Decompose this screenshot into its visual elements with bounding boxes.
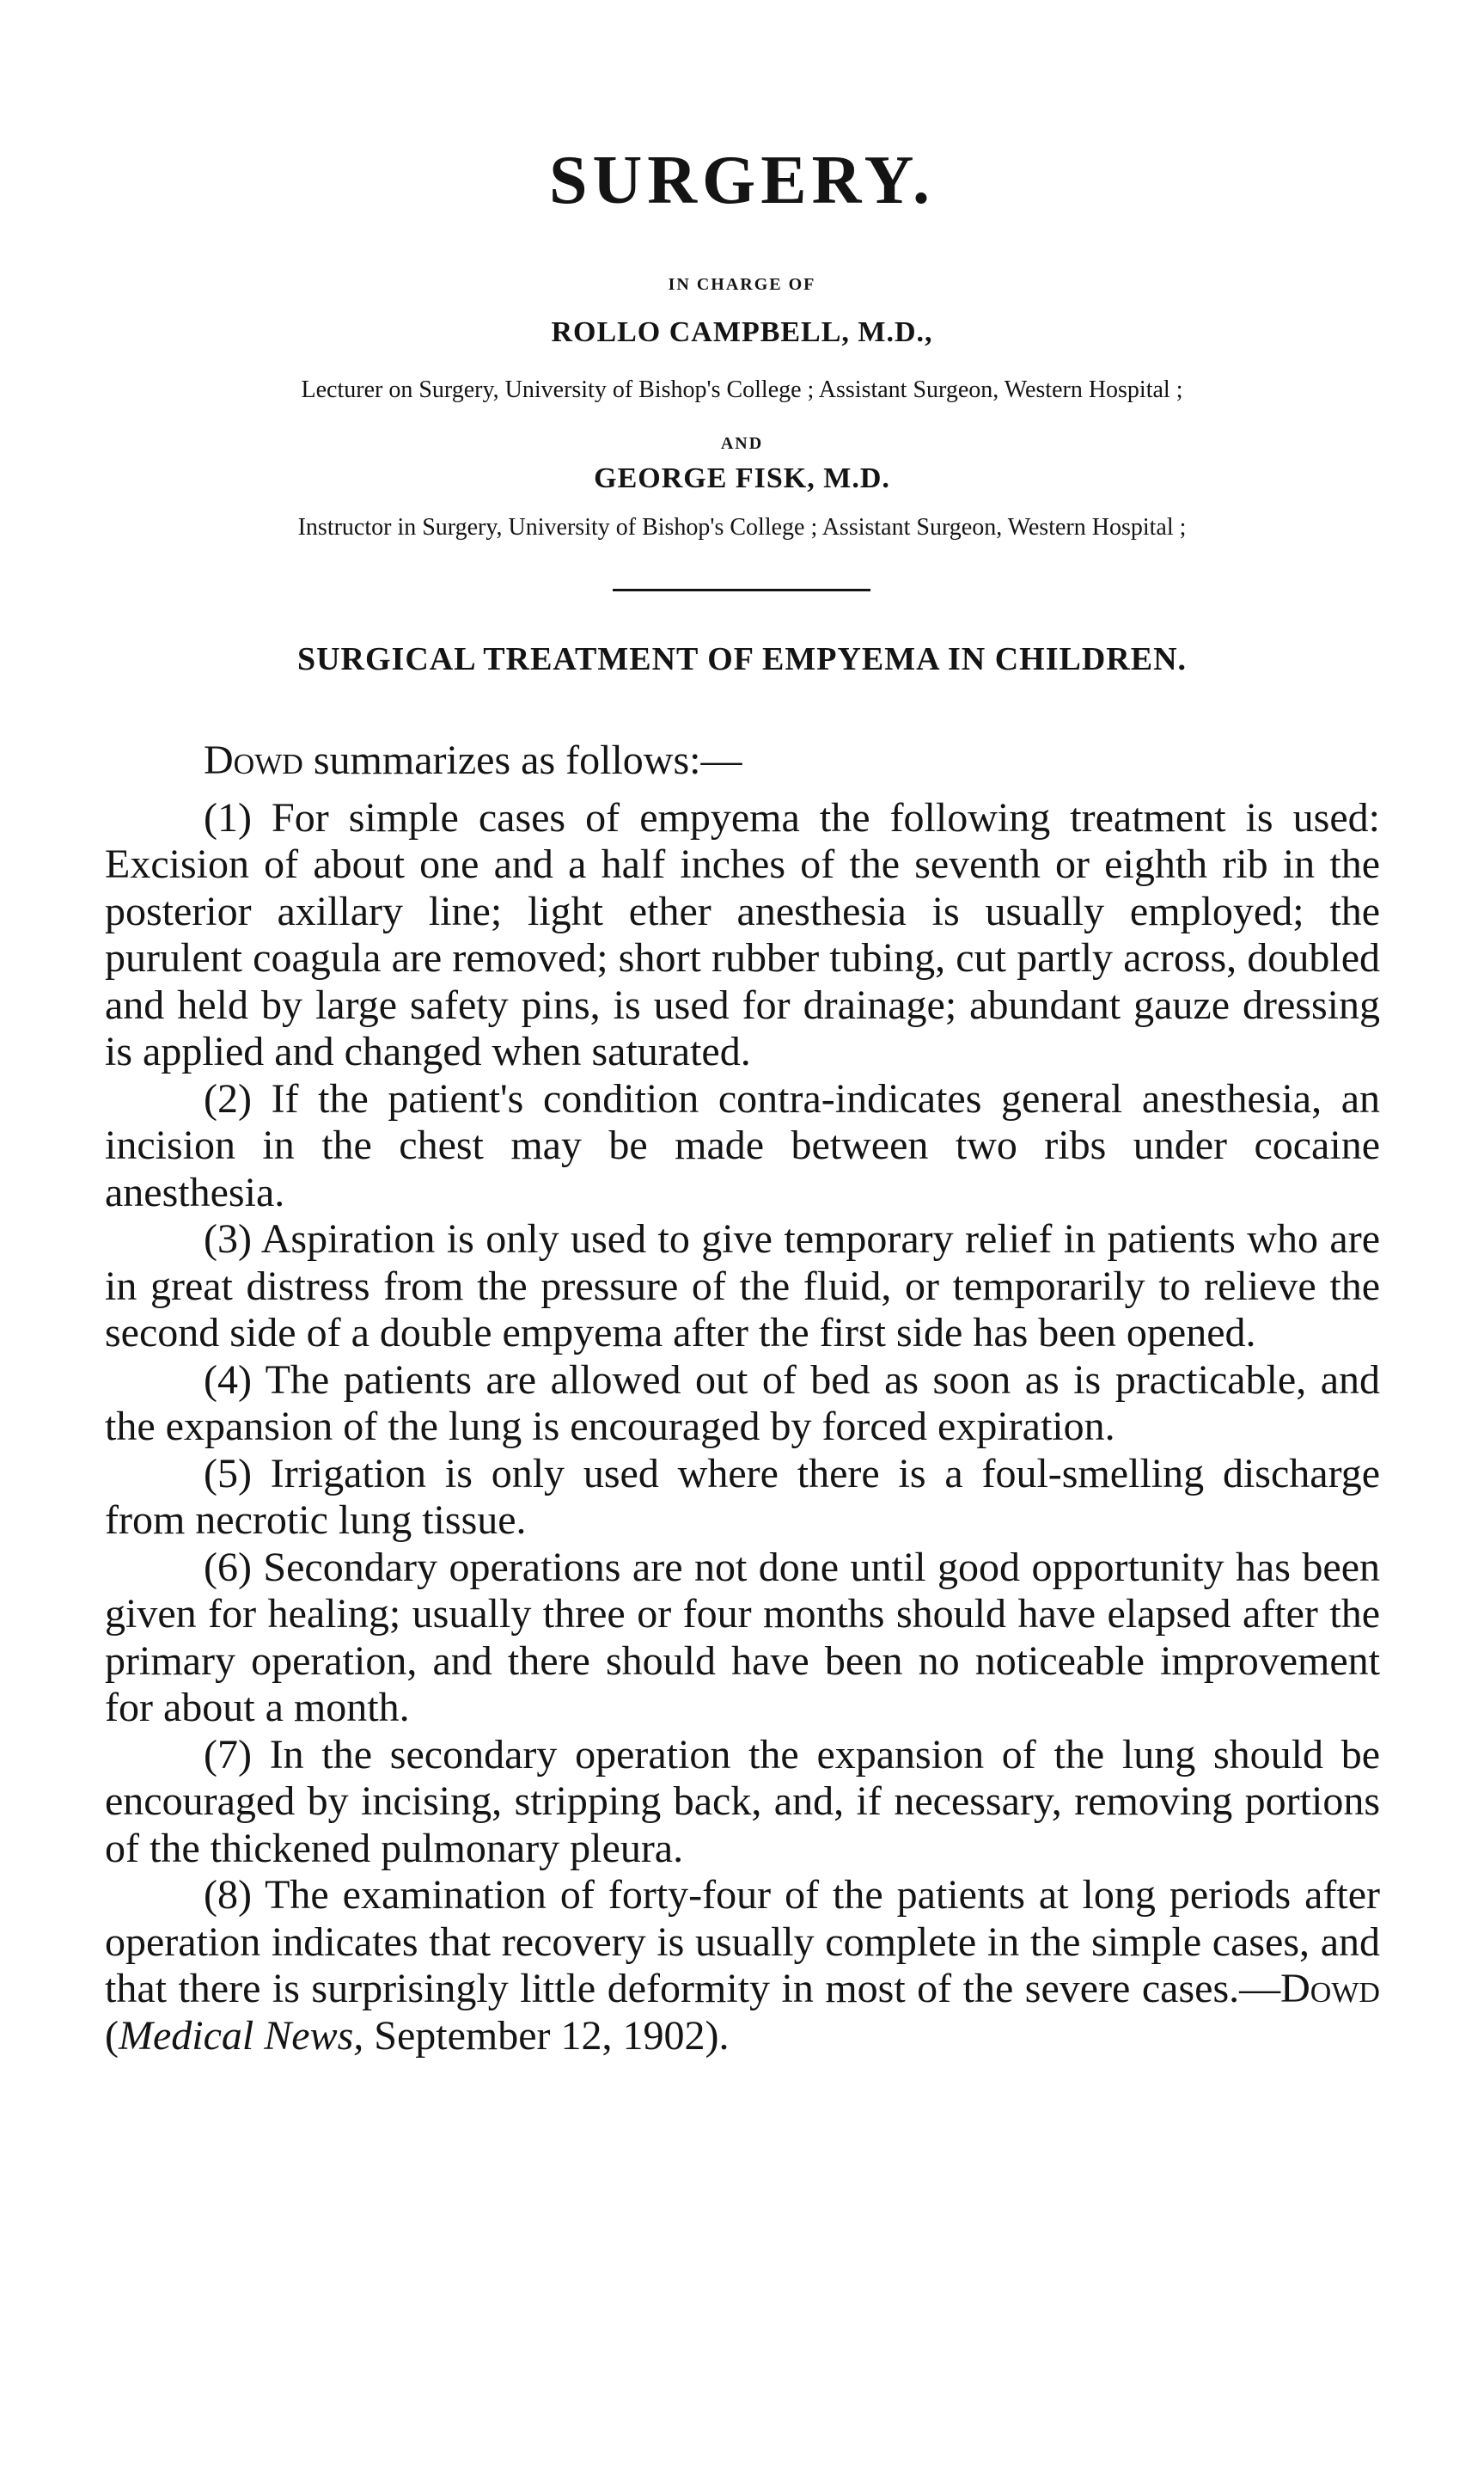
editor-name-fisk: GEORGE FISK, M.D.: [594, 462, 890, 494]
section-title: SURGERY.: [548, 143, 935, 218]
editor-affiliation-campbell: Lecturer on Surgery, University of Bishop's College ; Assistant Surgeon, Western Hospital ;: [301, 376, 1183, 403]
and-label: AND: [720, 434, 764, 453]
paragraph-5: (5) Irrigation is only used where there is a foul-smelling discharge from necrotic lung tissue.: [105, 1450, 1380, 1543]
paragraph-2: (2) If the patient's condition contra-indicates general anesthesia, an incision in the chest may be made between two ribs under cocaine anesthesia.: [105, 1075, 1380, 1215]
editor-name-campbell: ROLLO CAMPBELL, M.D.,: [551, 316, 933, 348]
article-title: SURGICAL TREATMENT OF EMPYEMA IN CHILDREN.: [296, 641, 1188, 677]
article-body: [105, 737, 1380, 2059]
citation-open: (: [105, 2012, 119, 2059]
intro-paragraph: [105, 737, 1380, 785]
paragraph-1: (1) For simple cases of empyema the following treatment is used: Excision of about one and a half inches of the seventh or eighth rib in the posterior axillary line; light ether anesthesia is usually employed; the purulent coagula are removed; short rubber tubing, cut partly across, doubled and held by large safety pins, is used for drainage; abundant gauze dressing is applied and changed when saturated.: [105, 794, 1380, 1074]
editor-affiliation-fisk: Instructor in Surgery, University of Bishop's College ; Assistant Surgeon, Western Hospital ;: [297, 514, 1187, 541]
paragraph-8: [105, 1872, 1380, 2059]
section-divider-rule: [613, 589, 870, 591]
paragraph-4: (4) The patients are allowed out of bed as soon as is practicable, and the expansion of the lung is encouraged by forced expiration.: [105, 1356, 1380, 1449]
citation-date: September 12, 1902).: [363, 2012, 730, 2059]
intro-author: Dowd: [204, 737, 303, 783]
citation-journal: Medical News,: [118, 2012, 364, 2059]
in-charge-of-label: IN CHARGE OF: [668, 275, 816, 294]
paragraph-3: (3) Aspiration is only used to give temporary relief in patients who are in great distress from the pressure of the fluid, or temporarily to relieve the second side of a double empyema after the first side has been opened.: [105, 1216, 1380, 1355]
paragraph-8-text: (8) The examination of forty-four of the patients at long periods after operation indicates that recovery is usually complete in the simple cases, and that there is surprisingly little deformity in most of the severe cases.—: [105, 1872, 1380, 2011]
intro-text: summarizes as follows:—: [302, 737, 742, 783]
paragraph-7: (7) In the secondary operation the expansion of the lung should be encouraged by incising, stripping back, and, if necessary, removing portions of the thickened pulmonary pleura.: [105, 1731, 1380, 1871]
citation-author: Dowd: [1280, 1966, 1380, 2011]
paragraph-6: (6) Secondary operations are not done until good opportunity has been given for healing; usually three or four months should have elapsed after the primary operation, and there should have been no noticeable improvement for about a month.: [105, 1544, 1380, 1730]
